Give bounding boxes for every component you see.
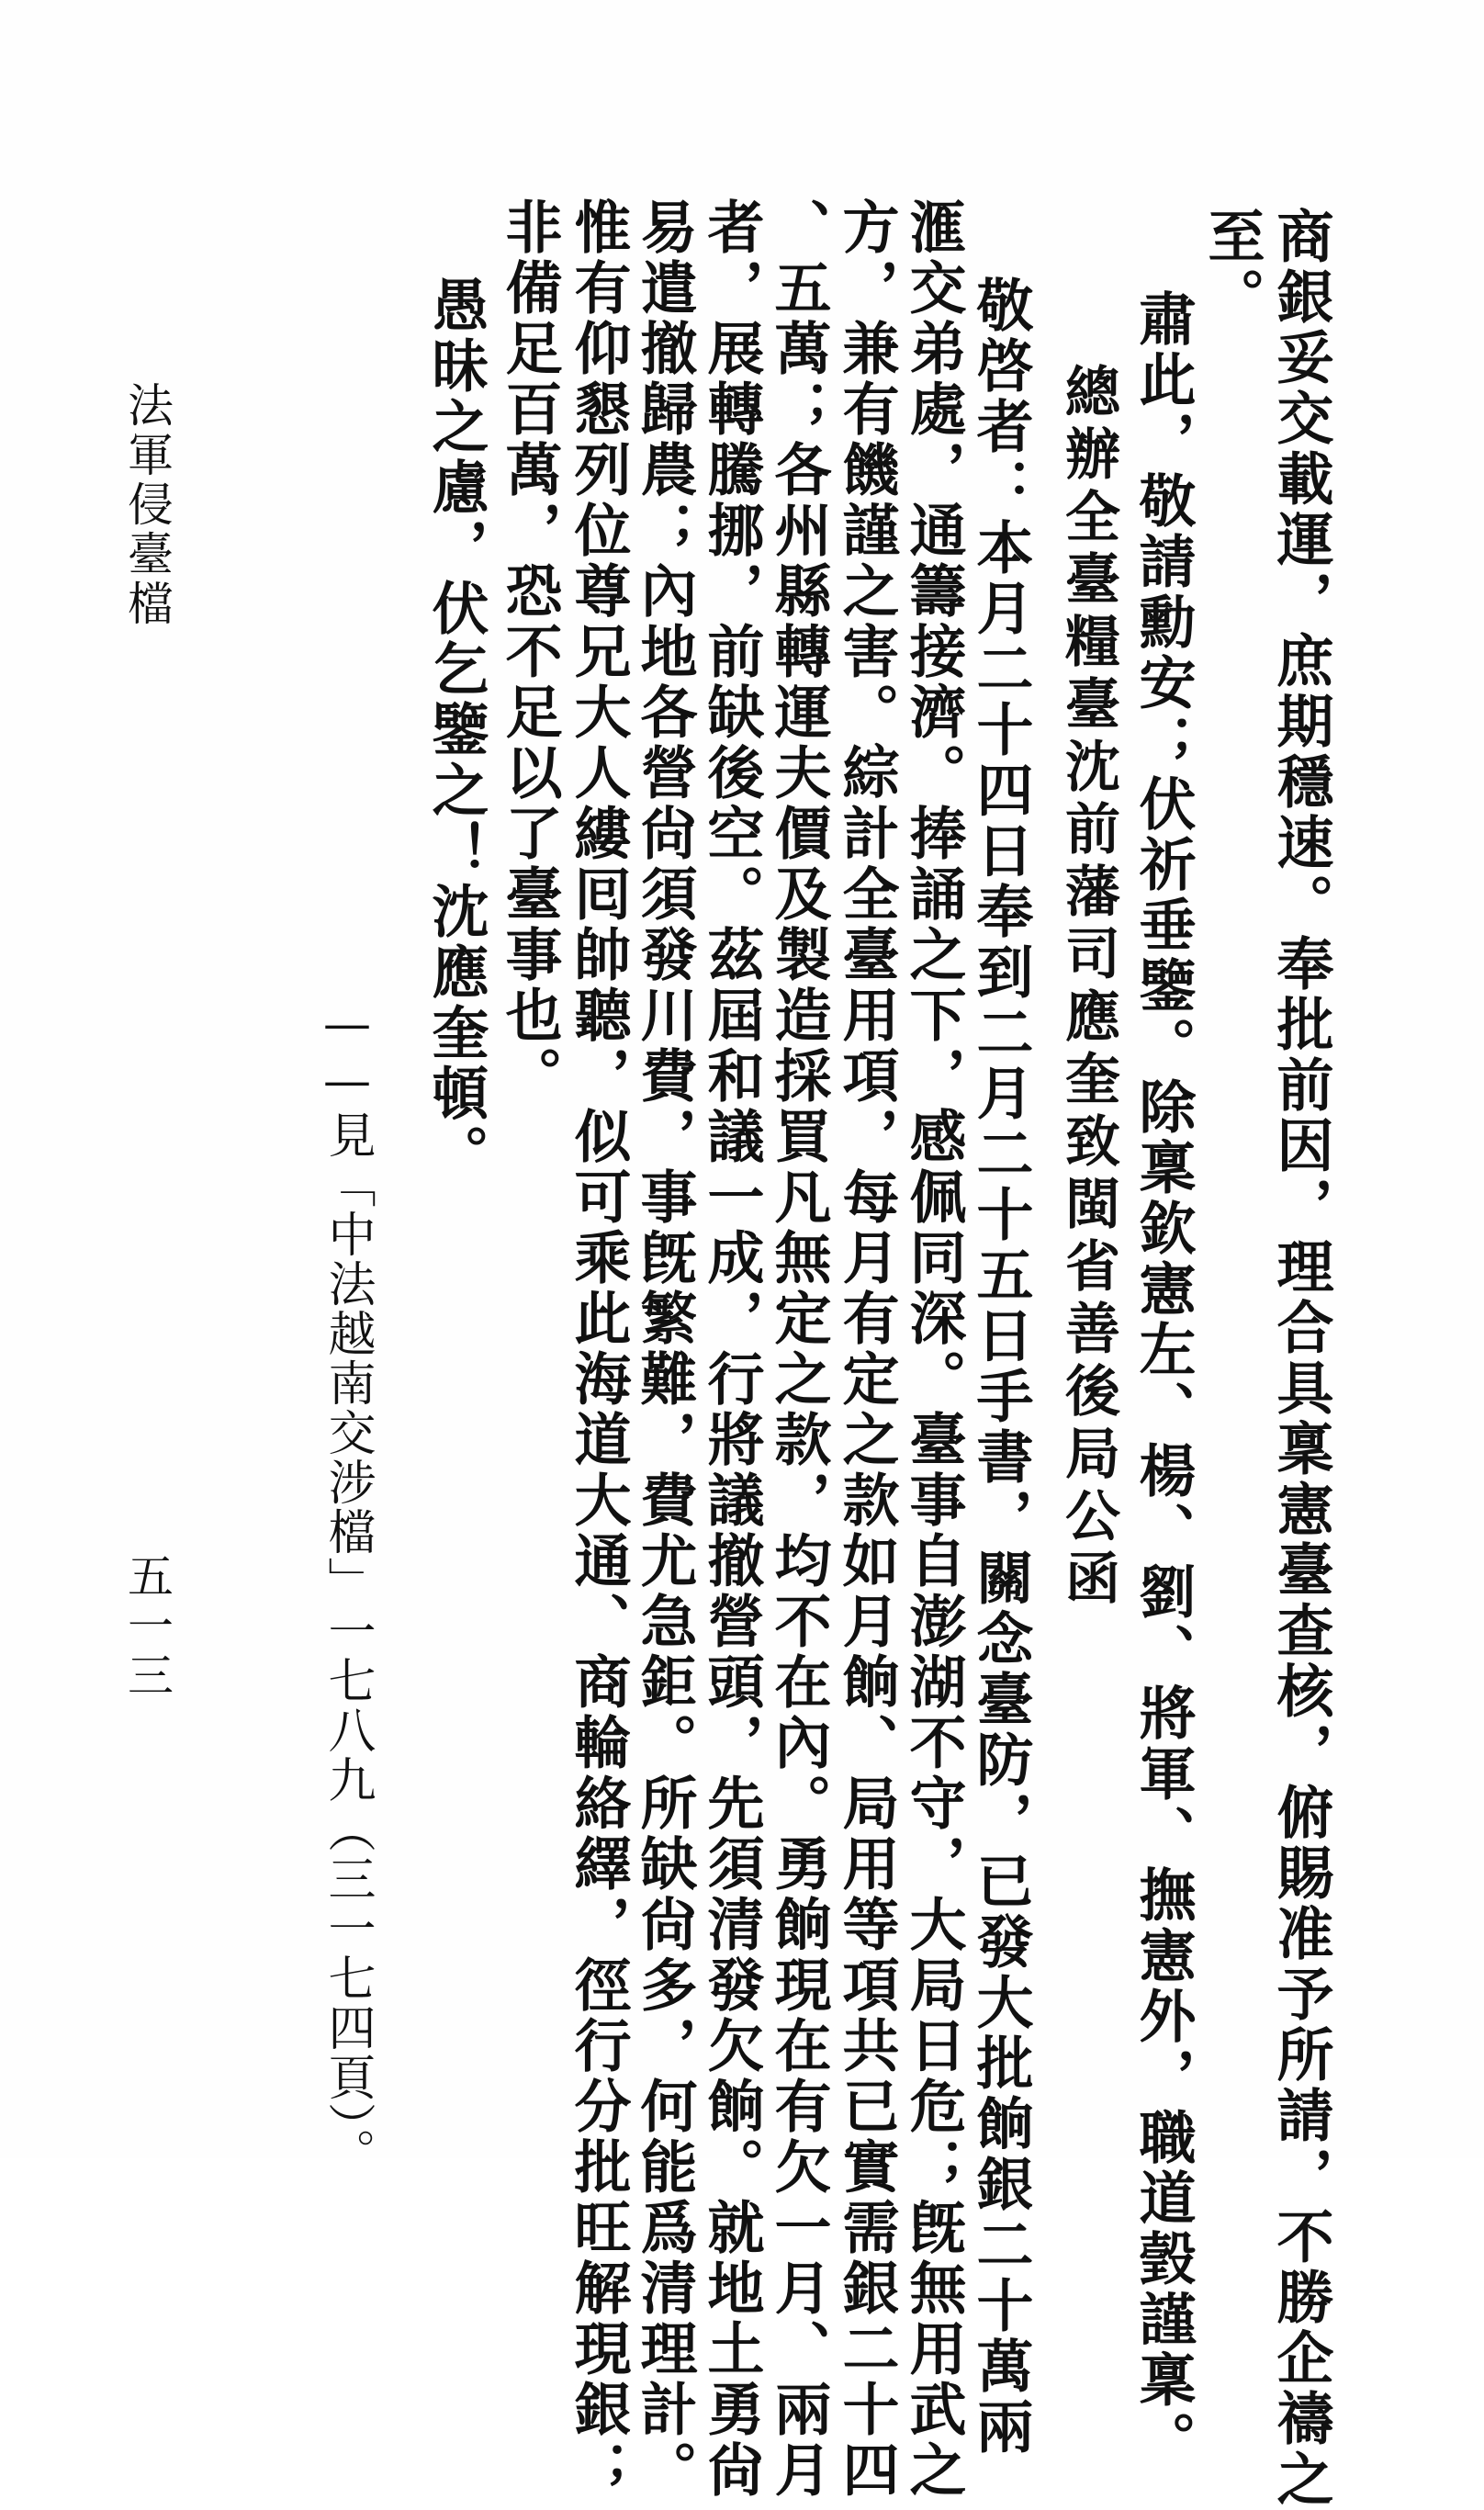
page-number: 五一三: [120, 1552, 174, 1701]
text-column-12: 非備足百萬，恐不足以了臺事也。: [496, 197, 563, 1107]
text-column-10: 易遣撤歸農；內地各營尙須發川費，事旣繁難，費尤急鉅。所缺尙多，何能爲清理計。: [631, 197, 698, 2501]
text-column-13: 愚昧之慮，伏乞鑒之！沈應奎頓。: [422, 276, 489, 1185]
text-column-1: 商銀妥交載運，庶期穩速。奉批前因，理合具稟憲臺查核，俯賜准予所請，不勝企禱之: [1267, 207, 1334, 2510]
text-column-7: 方，兼有饑謹之害。綜計全臺用項，每月有定之款如月餉、局用等項共已實需銀二十四: [833, 197, 900, 2501]
letter-heading: 總辦全臺糧臺沈前藩司應奎致閩省善後局公函: [1056, 363, 1120, 1612]
running-title: 法軍侵臺檔: [120, 381, 174, 629]
text-column-6: 滙交弟處，通籌接濟。捧誦之下，感佩同深。臺事自澎湖不守，大局日危；旣無用武之: [900, 197, 967, 2501]
text-column-3: 肅此，敬請勳安；伏祈垂鑒。除稟欽憲左、楊、劉、將軍、撫憲外，職道瑴謹稟。: [1130, 289, 1197, 2471]
text-column-2: 至。: [1198, 207, 1265, 328]
source-citation: ——見「中法越南交涉檔」一七八九（三一七四頁）。: [320, 996, 375, 2178]
text-column-9: 者，展轉騰挪，前缺後空。茲屆和議一成，行將議撤營頭，先須清發欠餉。就地土勇尙: [698, 197, 765, 2501]
text-column-11: 惟有仰懇列位尊兄大人縷囘帥聽，似可乘此海道大通、商輪絡繹，徑行分批旺解現銀；: [565, 197, 632, 2501]
text-column-8: 、五萬；各州縣轉運夫價及製造採買凡無定之款，均不在內。勇餉現在有欠一月、兩月: [765, 197, 832, 2501]
text-column-5: 敬啓者：本月二十四日奉到二月二十五日手書，關念臺防，已發大批餉銀二十萬兩: [967, 276, 1034, 2458]
